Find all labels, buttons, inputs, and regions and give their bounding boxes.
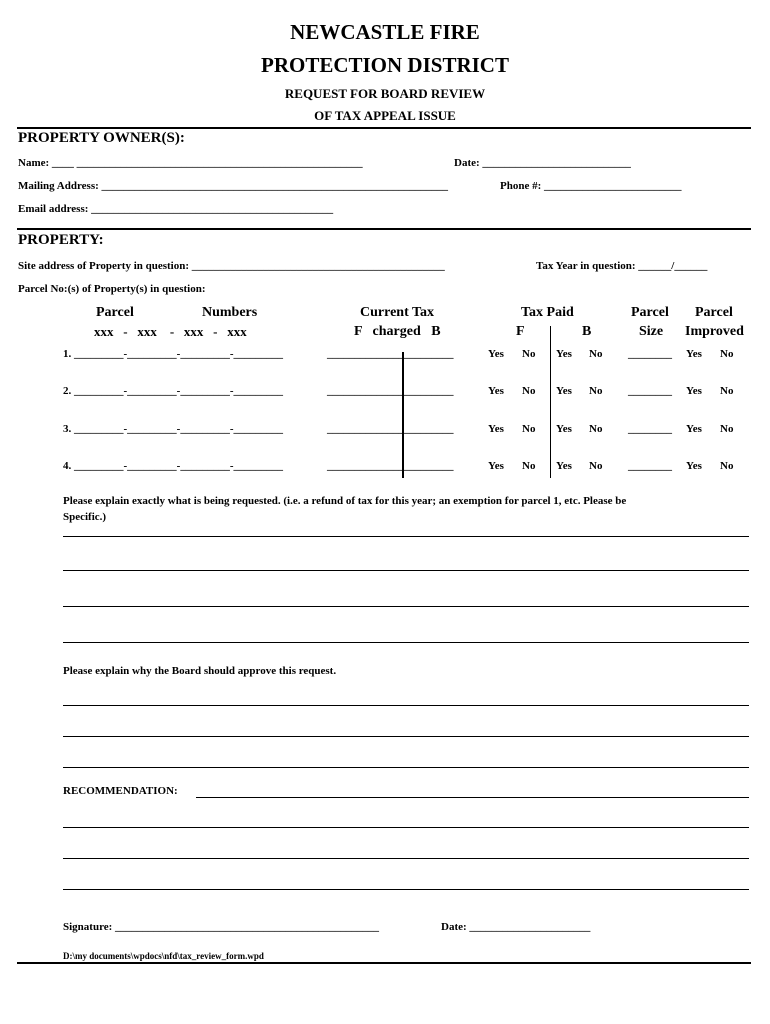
property-section-heading: PROPERTY: <box>18 232 104 248</box>
paid-separator <box>550 326 551 478</box>
site-address-field[interactable]: Site address of Property in question: ______________________________________________ <box>18 260 445 272</box>
improved-yes-option[interactable]: Yes <box>686 460 702 472</box>
col-current-tax-heading: Current Tax <box>360 305 435 320</box>
request-answer-line[interactable] <box>63 606 749 607</box>
recommendation-line[interactable] <box>63 827 749 828</box>
parcel-format-heading: xxx - xxx - xxx - xxx <box>94 324 247 339</box>
form-subtitle-line1: REQUEST FOR BOARD REVIEW <box>284 86 486 101</box>
current-tax-field[interactable]: _______________________ <box>327 385 454 397</box>
current-tax-field[interactable]: _______________________ <box>327 348 454 360</box>
approval-answer-line[interactable] <box>63 767 749 768</box>
approval-answer-line[interactable] <box>63 736 749 737</box>
col-improved-heading: Improved <box>685 324 744 339</box>
parcel-number-field[interactable]: 2. _________-_________-_________-_________ <box>63 385 283 397</box>
recommendation-line[interactable] <box>196 797 749 798</box>
paid-f-yes-option[interactable]: Yes <box>488 423 504 435</box>
col-paid-b-heading: B <box>582 324 592 339</box>
paid-b-yes-option[interactable]: Yes <box>556 460 572 472</box>
improved-no-option[interactable]: No <box>720 423 734 435</box>
approval-question: Please explain why the Board should approve this request. <box>63 665 337 677</box>
signature-date-field[interactable]: Date: ______________________ <box>441 921 591 933</box>
recommendation-line[interactable] <box>63 858 749 859</box>
paid-b-no-option[interactable]: No <box>589 460 603 472</box>
signature-field[interactable]: Signature: ________________________________________________ <box>63 921 380 933</box>
parcel-number-field[interactable]: 4. _________-_________-_________-_________ <box>63 460 283 472</box>
paid-f-yes-option[interactable]: Yes <box>488 385 504 397</box>
file-path-note: D:\my documents\wpdocs\nfd\tax_review_form.wpd <box>63 951 264 961</box>
col-size-heading: Size <box>639 324 664 339</box>
col-parcel-heading: Parcel <box>96 305 134 320</box>
request-answer-line[interactable] <box>63 642 749 643</box>
col-numbers-heading: Numbers <box>202 305 258 320</box>
paid-b-no-option[interactable]: No <box>589 348 603 360</box>
col-tax-paid-heading: Tax Paid <box>521 305 574 320</box>
form-title-line1: NEWCASTLE FIRE <box>290 20 480 44</box>
parcel-size-field[interactable]: ________ <box>628 423 672 435</box>
form-title-line2: PROTECTION DISTRICT <box>261 53 509 77</box>
recommendation-label: RECOMMENDATION: <box>63 785 178 797</box>
parcel-size-field[interactable]: ________ <box>628 460 672 472</box>
tax-year-field[interactable]: Tax Year in question: ______/______ <box>536 260 708 272</box>
paid-b-no-option[interactable]: No <box>589 385 603 397</box>
parcel-number-field[interactable]: 3. _________-_________-_________-_________ <box>63 423 283 435</box>
col-parcel-improved-heading: Parcel <box>695 305 733 320</box>
paid-f-yes-option[interactable]: Yes <box>488 348 504 360</box>
improved-yes-option[interactable]: Yes <box>686 348 702 360</box>
owner-date-field[interactable]: Date: ___________________________ <box>454 157 631 169</box>
paid-b-yes-option[interactable]: Yes <box>556 385 572 397</box>
current-tax-field[interactable]: _______________________ <box>327 423 454 435</box>
request-answer-line[interactable] <box>63 536 749 537</box>
form-subtitle-line2: OF TAX APPEAL ISSUE <box>314 108 456 123</box>
improved-no-option[interactable]: No <box>720 385 734 397</box>
parcel-size-field[interactable]: ________ <box>628 385 672 397</box>
approval-answer-line[interactable] <box>63 705 749 706</box>
improved-yes-option[interactable]: Yes <box>686 423 702 435</box>
improved-no-option[interactable]: No <box>720 460 734 472</box>
parcel-size-field[interactable]: ________ <box>628 348 672 360</box>
email-field[interactable]: Email address: ____________________________________________ <box>18 203 334 215</box>
paid-b-yes-option[interactable]: Yes <box>556 423 572 435</box>
col-paid-f-heading: F <box>516 324 525 339</box>
request-question-line2: Specific.) <box>63 511 107 523</box>
improved-yes-option[interactable]: Yes <box>686 385 702 397</box>
paid-f-no-option[interactable]: No <box>522 348 536 360</box>
paid-f-no-option[interactable]: No <box>522 385 536 397</box>
paid-f-no-option[interactable]: No <box>522 423 536 435</box>
parcel-no-label: Parcel No:(s) of Property(s) in question: <box>18 283 206 295</box>
col-charged-heading: F charged B <box>354 324 441 339</box>
owner-divider <box>17 228 751 230</box>
current-tax-field[interactable]: _______________________ <box>327 460 454 472</box>
request-answer-line[interactable] <box>63 570 749 571</box>
request-question-line1: Please explain exactly what is being requested. (i.e. a refund of tax for this year; an exemption for parcel 1, etc. Please be <box>63 495 627 507</box>
improved-no-option[interactable]: No <box>720 348 734 360</box>
paid-f-no-option[interactable]: No <box>522 460 536 472</box>
phone-field[interactable]: Phone #: _________________________ <box>500 180 682 192</box>
paid-f-yes-option[interactable]: Yes <box>488 460 504 472</box>
paid-b-yes-option[interactable]: Yes <box>556 348 572 360</box>
parcel-number-field[interactable]: 1. _________-_________-_________-_________ <box>63 348 283 360</box>
recommendation-line[interactable] <box>63 889 749 890</box>
col-parcel-size-heading: Parcel <box>631 305 669 320</box>
paid-b-no-option[interactable]: No <box>589 423 603 435</box>
header-divider <box>17 127 751 129</box>
mailing-address-field[interactable]: Mailing Address: _______________________________________________________________ <box>18 180 449 192</box>
footer-divider <box>17 962 751 964</box>
name-field[interactable]: Name: ____ ____________________________________________________ <box>18 157 363 169</box>
owner-section-heading: PROPERTY OWNER(S): <box>18 130 185 146</box>
